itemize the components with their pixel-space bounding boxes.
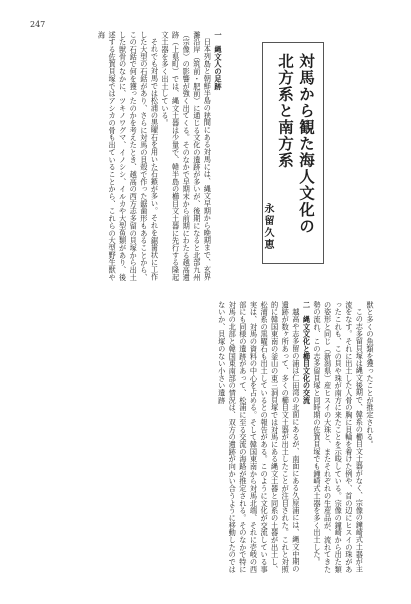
article-title-box [262,42,324,264]
paragraph: 越高や志多留の浦は仁田湾の北面にあるが、南面にある久原浦には、縄文中期の遺跡が数ヶ所あって、多くの櫛目文土器が出土したことが注目された。これと対照的に韓国東南の釜山の東三洞貝塚では対馬にある縄文土器と同系の土器が出土し、松浦系の黒曜石も出土しているとの報告がある。このように文化が交流している事実は、対馬の資料の中心を占める。そして韓国東南から対馬北端、それに壱岐の西部にも同様の遺跡があって、松浦に至る交流の海路が推定される。そのなかで特に対馬の北部と韓国東南部の情況は、双方の遺跡が向かい合うように移動したのではないか、貝塚のない小さい遺跡 [217,301,301,573]
upper-body-text [33,31,223,287]
paragraph: 日本列島と朝鮮半島の狭間にある対馬には、縄文早期から晩期まで、玄界灘沿岸（筑前・肥前）に通じる文化の遺跡が多いが、後期になると北部九州（宗像）の影響が強く出てくる。そのなかで早期末から前期にわたる越高遺跡（上県町）では、縄文土器は少量で、韓半島の櫛目文土器に先行する隆起文土器を多く出土している。 [161,31,213,281]
section-heading-2: 二 縄文文化と櫛目文化の交流 [302,301,312,404]
paragraph: それでも対馬では松浦の黒曜石を用いた石鏃が多い。それを鋸歯状に工作した大型の石銛があり、さらに対馬の貝殻で作った鋸歯形もあることから、この石銛で何を獲ったのかを考えたとき、越高の西方志多留の貝塚から出土した獣骨のなかに、ツキノワグマ、イノシシ、イルカや大型魚類があり、後述する佐賀貝塚ではアシカの骨も出ていることから、これらの大型野生獣や海 [97,31,160,281]
article-title-line-2: 北方系と南方系 [276,53,295,169]
paragraph: 獣と多くの魚類を獲ったことが推定される。 [366,301,375,448]
article-title-line-1: 対馬から観た海人文化の [297,53,316,235]
section-heading-1: 一 縄文人の足跡 [214,31,223,90]
article-author: 永留久恵 [262,203,273,251]
page-number: 247 [30,20,46,29]
paragraph: この志多留貝塚は縄文後期で、韓系の櫛目文土器がなく、宗像の鐘崎式土器が主流をなす。それに出土した人骨の胸に貝輪を着けた例や、首の辺にヒスイの珠があったこれも、この貝や珠が南方に来たことを示唆している。宗像の鐘崎から出た類の姿形と同じ（新潟県）産ヒスイの大珠と、またそれぞれの生産品が、流れてきた勢の流れ、この志多留貝塚と同時期の佐賀貝塚でも鐘崎式土器を多く出土した。 [313,301,365,573]
lower-body-text [151,301,375,577]
